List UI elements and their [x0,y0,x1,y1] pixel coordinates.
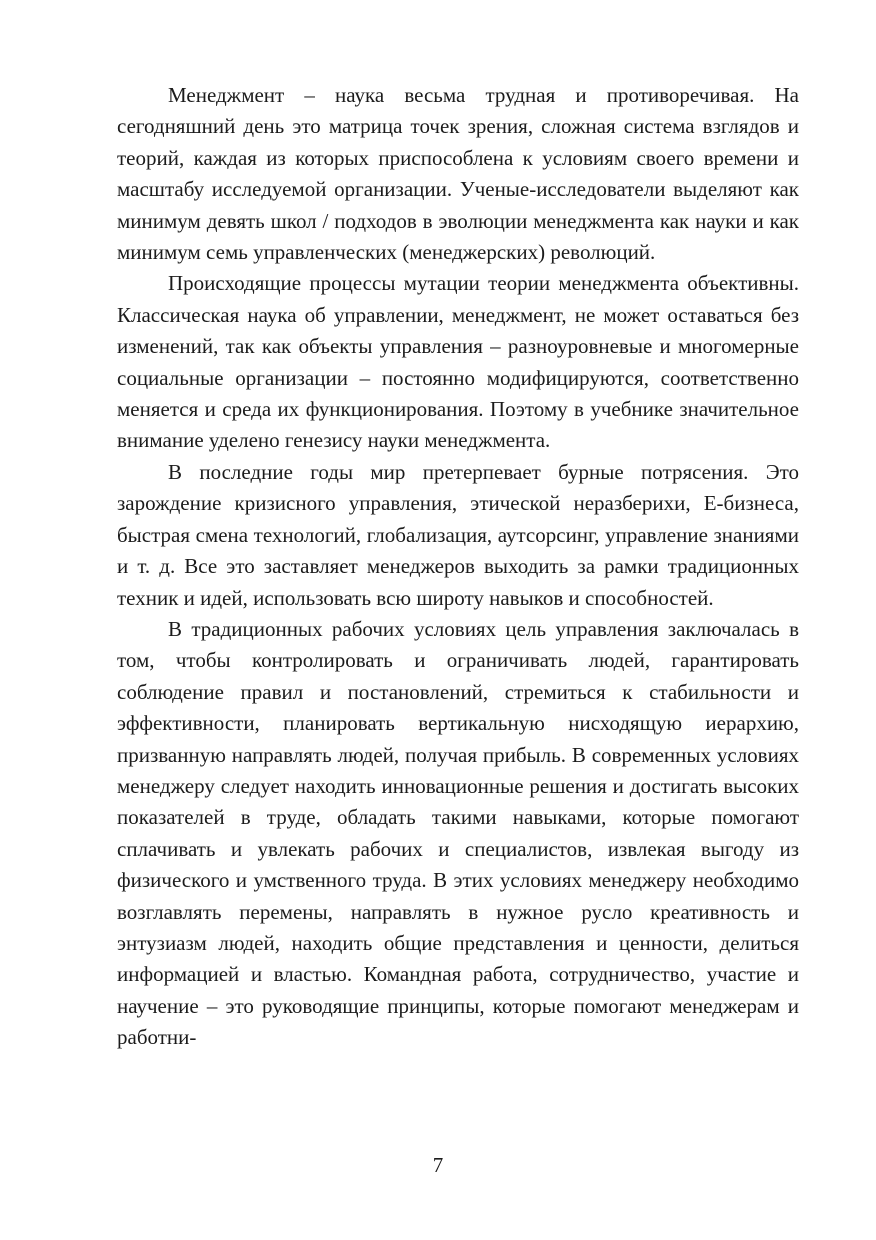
page-number: 7 [432,1153,444,1177]
paragraph-theory-mutation: Происходящие процессы мутации теории менеджмента объективны. Классическая наука об управлении, менеджмент, не может оставаться без изменений, так как объекты управления – разноуровневые и многомерные социальные организации – постоянно модифицируются, соответственно меняется и среда их функционирования. Поэтому в учебнике значительное внимание уделено генезису науки менеджмента. [117,271,799,453]
page-body [117,80,799,1054]
paragraph-recent-upheavals: В последние годы мир претерпевает бурные потрясения. Это зарождение кризисного управления, этической неразберихи, Е-бизнеса, быстрая смена технологий, глобализация, аутсорсинг, управление знаниями и т. д. Все это заставляет менеджеров выходить за рамки традиционных техник и идей, использовать всю широту навыков и способностей. [117,459,799,610]
paragraph-management-definition: Менеджмент – наука весьма трудная и противоречивая. На сегодняшний день это матрица точек зрения, сложная система взглядов и теорий, каждая из которых приспособлена к условиям своего времени и масштабу исследуемой организации. Ученые-исследователи выделяют как минимум девять школ / подходов в эволюции менеджмента как науки и как минимум семь управленческих (менеджерских) революций. [117,83,799,265]
paragraph-traditional-conditions: В традиционных рабочих условиях цель управления заключалась в том, чтобы контролировать и ограничивать людей, гарантировать соблюдение правил и постановлений, стремиться к стабильности и эффективности, планировать вертикальную нисходящую иерархию, призванную направлять людей, получая прибыль. В современных условиях менеджеру следует находить инновационные решения и достигать высоких показателей в труде, обладать такими навыками, которые помогают сплачивать и увлекать рабочих и специалистов, извлекая выгоду из физического и умственного труда. В этих условиях менеджеру необходимо возглавлять перемены, направлять в нужное русло креативность и энтузиазм людей, находить общие представления и ценности, делиться информацией и властью. Командная работа, сотрудничество, участие и научение – это руководящие принципы, которые помогают менеджерам и работни- [117,616,799,1050]
